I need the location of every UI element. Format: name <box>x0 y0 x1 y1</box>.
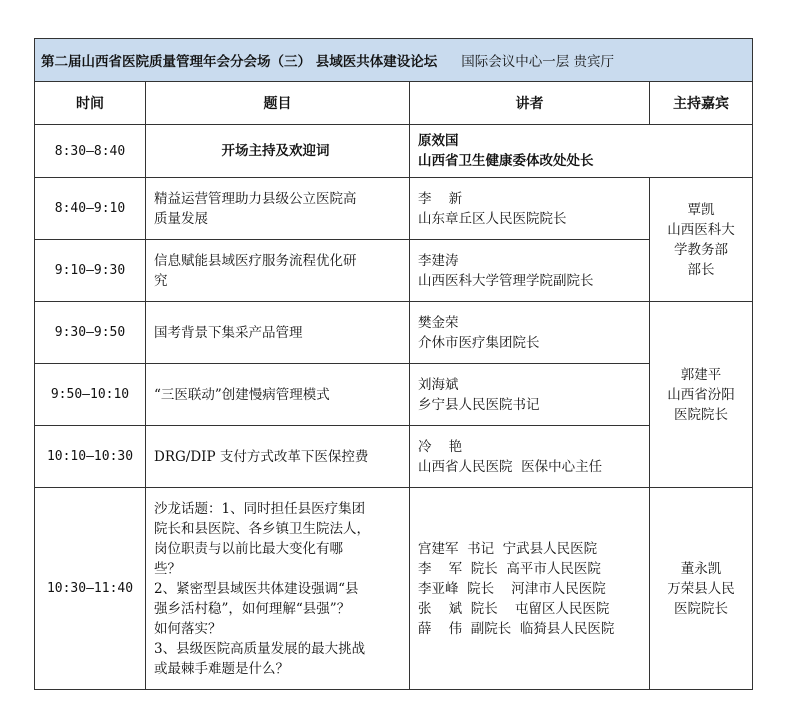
topic-cell <box>146 178 410 240</box>
host-line: 万荣县人民 <box>667 580 735 597</box>
host-line: 山西省汾阳 <box>667 386 735 403</box>
topic-line: 质量发展 <box>154 210 208 227</box>
header-topic: 题目 <box>146 82 410 125</box>
topic-line: 3、县级医院高质量发展的最大挑战 <box>154 640 366 657</box>
topic-line: “三医联动”创建慢病管理模式 <box>154 386 330 403</box>
topic-line: 或最棘手难题是什么？ <box>154 660 289 677</box>
table-row <box>35 302 753 364</box>
time-cell: 10:10—10:30 <box>35 426 146 488</box>
host-cell <box>650 488 753 690</box>
banner-location: 国际会议中心一层 贵宾厅 <box>461 54 614 70</box>
topic-line: 强乡活村稳”，如何理解“县强”？ <box>154 600 351 617</box>
host-line: 郭建平 <box>680 366 722 383</box>
speaker-name: 樊金荣 <box>418 314 459 331</box>
speaker-title: 山西省人民医院 医保中心主任 <box>418 458 603 475</box>
schedule-table <box>34 38 753 690</box>
speaker-line: 李 军 院长 高平市人民医院 <box>418 560 601 577</box>
speaker-line: 薛 伟 副院长 临猗县人民医院 <box>418 620 615 637</box>
speaker-cell <box>410 125 753 178</box>
schedule-container <box>34 38 752 690</box>
header-host: 主持嘉宾 <box>650 82 753 125</box>
topic-line: DRG/DIP 支付方式改革下医保控费 <box>154 448 369 465</box>
speaker-line: 张 斌 院长 屯留区人民医院 <box>418 600 610 617</box>
host-cell <box>650 302 753 488</box>
topic-cell <box>146 240 410 302</box>
speaker-cell <box>410 426 650 488</box>
speaker-name: 原效国 <box>418 133 459 149</box>
time-cell: 9:50—10:10 <box>35 364 146 426</box>
speaker-title: 乡宁县人民医院书记 <box>418 396 540 413</box>
speaker-title: 山西省卫生健康委体改处处长 <box>418 153 594 169</box>
host-line: 医院院长 <box>674 406 728 423</box>
speaker-name: 冷 艳 <box>418 438 463 455</box>
time-cell: 8:40—9:10 <box>35 178 146 240</box>
speaker-line: 李亚峰 院长 河津市人民医院 <box>418 580 606 597</box>
topic-line: 岗位职责与以前比最大变化有哪 <box>154 540 343 557</box>
time-cell: 8:30—8:40 <box>35 125 146 178</box>
host-line: 覃凯 <box>687 201 715 218</box>
host-line: 医院院长 <box>674 600 728 617</box>
host-line: 山西医科大 <box>667 221 735 238</box>
topic-line: 如何落实？ <box>154 620 222 637</box>
topic-line: 2、紧密型县域医共体建设强调“县 <box>154 580 359 597</box>
speaker-cell <box>410 488 650 690</box>
topic-cell: 开场主持及欢迎词 <box>146 125 410 178</box>
time-cell: 9:30—9:50 <box>35 302 146 364</box>
topic-line: 国考背景下集采产品管理 <box>154 324 303 341</box>
header-time: 时间 <box>35 82 146 125</box>
topic-line: 沙龙话题：1、同时担任县医疗集团 <box>154 500 366 517</box>
banner <box>35 39 753 82</box>
speaker-cell <box>410 302 650 364</box>
topic-line: 院长和县医院、各乡镇卫生院法人， <box>154 520 370 537</box>
time-cell: 9:10—9:30 <box>35 240 146 302</box>
time-cell: 10:30—11:40 <box>35 488 146 690</box>
topic-line: 究 <box>154 272 168 289</box>
speaker-cell <box>410 178 650 240</box>
topic-cell <box>146 488 410 690</box>
banner-title: 第二届山西省医院质量管理年会分会场（三） 县域医共体建设论坛 <box>41 54 438 70</box>
topic-line: 精益运营管理助力县级公立医院高 <box>154 190 357 207</box>
speaker-name: 李 新 <box>418 190 463 207</box>
host-line: 学教务部 <box>674 241 728 258</box>
host-cell <box>650 178 753 302</box>
host-line: 部长 <box>687 261 715 278</box>
table-row <box>35 364 753 426</box>
host-line: 董永凯 <box>680 560 722 577</box>
topic-cell <box>146 302 410 364</box>
speaker-cell <box>410 364 650 426</box>
speaker-title: 山东章丘区人民医院院长 <box>418 210 567 227</box>
topic-line: 信息赋能县域医疗服务流程优化研 <box>154 252 357 269</box>
speaker-line: 宫建军 书记 宁武县人民医院 <box>418 540 598 557</box>
speaker-title: 山西医科大学管理学院副院长 <box>418 272 594 289</box>
topic-line: 些？ <box>154 560 181 577</box>
speaker-name: 李建涛 <box>418 252 459 269</box>
table-row <box>35 426 753 488</box>
table-row <box>35 125 753 178</box>
table-row <box>35 178 753 240</box>
table-row <box>35 240 753 302</box>
speaker-name: 刘海斌 <box>418 376 459 393</box>
speaker-cell <box>410 240 650 302</box>
header-speaker: 讲者 <box>410 82 650 125</box>
speaker-title: 介休市医疗集团院长 <box>418 334 540 351</box>
table-row <box>35 488 753 690</box>
topic-cell <box>146 426 410 488</box>
topic-cell <box>146 364 410 426</box>
